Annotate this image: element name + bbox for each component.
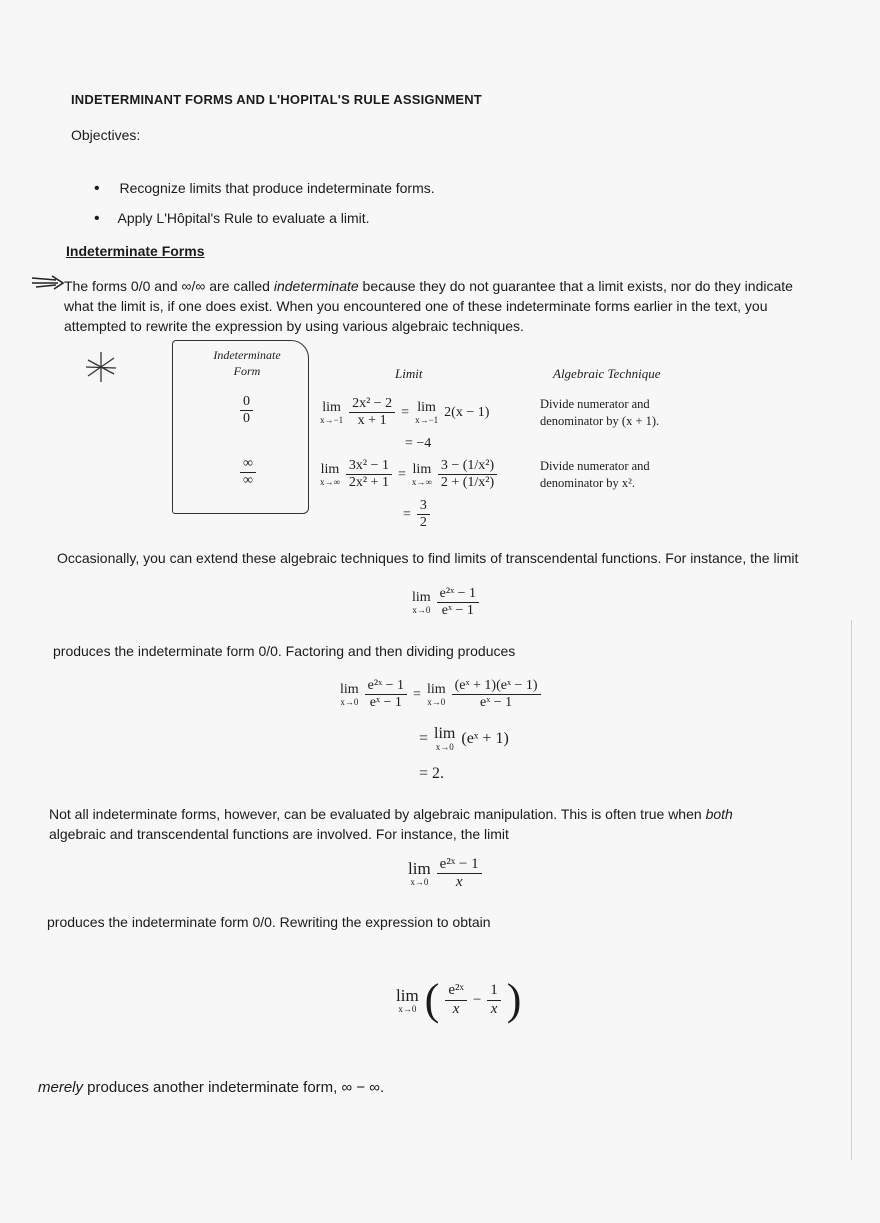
paragraph-produces-2: produces the indeterminate form 0/0. Rewriting the expression to obtain [47, 914, 491, 930]
right-paren: ) [506, 975, 522, 1024]
star-doodle-icon [84, 350, 118, 384]
scan-margin-line [851, 620, 852, 1160]
form-zero-over-zero: $\frac{0}{0}$ [240, 394, 253, 427]
row1-limit-expression: lim x→−1 $\frac{\text{2x² − 2}}{x + 1}$ = lim x→−1 2(x − 1) [320, 396, 490, 429]
example3-limit: lim x→0 $\frac{\text{e²ˣ − 1}}{x}$ [408, 856, 482, 892]
row2-limit-expression: lim x→∞ $\frac{\text{3x² − 1}}{\text{2x² + 1}}$ = lim x→∞ $\frac{\text{3 − (1/x²)}}{\text{2 + (1/x²)}}$ [320, 458, 497, 491]
col-header-form: Indeterminate Form [213, 348, 281, 378]
section-heading: Indeterminate Forms [66, 243, 205, 259]
left-paren: ( [424, 975, 440, 1024]
row1-technique: Divide numerator and denominator by (x + 1). [540, 397, 660, 428]
row1-result: = −4 [405, 436, 432, 451]
row2-technique: Divide numerator and denominator by x². [540, 459, 650, 490]
handwritten-arrow-icon [30, 272, 66, 290]
objectives-label: Objectives: [71, 127, 141, 143]
bullet-item-2: • Apply L'Hôpital's Rule to evaluate a limit. [94, 210, 370, 227]
paragraph-occasionally: Occasionally, you can extend these algebraic techniques to find limits of transcendental functions. For instance, the limit [57, 550, 799, 566]
page-title: INDETERMINANT FORMS AND L'HOPITAL'S RULE ASSIGNMENT [71, 92, 482, 107]
bullet-icon: • [94, 180, 100, 197]
intro-paragraph: The forms 0/0 and ∞/∞ are called indeterminate because they do not guarantee that a limit exists, nor do they indicate what the limit is, if one does exist. When you encountered one of these indeterminate forms earlier in the text, you attempted to rewrite the expression by using various algebraic techniques. [64, 278, 793, 334]
example2-line3: = 2. [419, 765, 445, 782]
paragraph-not-all: Not all indeterminate forms, however, can be evaluated by algebraic manipulation. This is often true when both algebraic and transcendental functions are involved. For instance, the limit [49, 806, 733, 842]
paragraph-produces-1: produces the indeterminate form 0/0. Factoring and then dividing produces [53, 643, 516, 659]
example4-limit: lim x→0 ( $\frac{\text{e²ˣ}}{x}$ − $\frac{1}{x}$ ) [396, 975, 522, 1024]
bullet-icon: • [94, 210, 100, 227]
col-header-technique: Algebraic Technique [553, 366, 661, 381]
bullet-item-1: • Recognize limits that produce indeterminate forms. [94, 180, 435, 197]
col-header-limit: Limit [395, 366, 423, 381]
example1-limit: lim x→0 $\frac{\text{e²ˣ − 1}}{\text{eˣ − 1}}$ [412, 586, 479, 619]
row2-result: = $\frac{3}{2}$ [403, 498, 430, 531]
example2-line2: = lim x→0 (eˣ + 1) [419, 725, 509, 752]
example2-limit: lim x→0 $\frac{\text{e²ˣ − 1}}{\text{eˣ − 1}}$ = lim x→0 $\frac{\text{(eˣ + 1)(eˣ − 1)}}{\text{eˣ − 1}}$ [340, 678, 541, 711]
form-infinity-over-infinity: $\frac{\infty}{\infty}$ [240, 456, 256, 489]
paragraph-merely: merely produces another indeterminate form, ∞ − ∞. [38, 1079, 385, 1096]
